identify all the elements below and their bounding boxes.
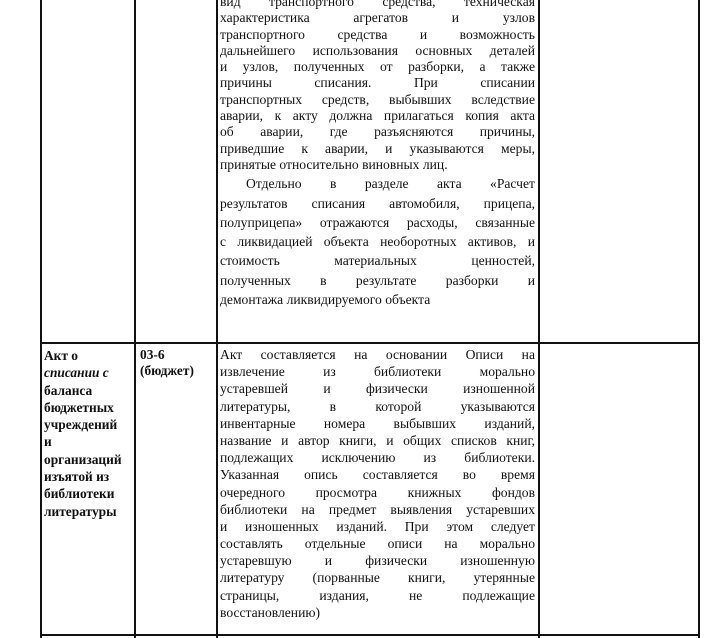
row2-line: название и автор книги, и общих списков книг,: [220, 432, 535, 448]
row2-name-line: списании с: [44, 365, 109, 381]
row2-line: страницы, издания, не подлежащие: [220, 587, 535, 603]
row2-name-line: Акт о: [44, 348, 79, 363]
row1-line: и узлов, полученных от разборки, а также: [220, 59, 535, 75]
column-divider-3: [538, 0, 540, 638]
row1-line: транспортного средства и возможность: [220, 26, 535, 42]
row1-line: полуприцепа» отражаются расходы, связанные: [220, 214, 535, 230]
row1-line: транспортных средств, выбывших вследствие: [220, 91, 535, 107]
row2-name-line: бюджетных: [44, 399, 114, 415]
row1-line: причины списания. При списании: [220, 75, 535, 91]
row2-line: устаревшей и физически изношенной: [220, 381, 535, 397]
row1-line: об аварии, где разъясняются причины,: [220, 124, 535, 140]
row1-line: полученных в результате разборки и: [220, 272, 535, 288]
row-divider: [40, 342, 700, 344]
table-border-left: [40, 0, 42, 638]
row1-line: стоимость материальных ценностей,: [220, 253, 535, 269]
row2-line: восстановлению): [220, 604, 321, 620]
row1-description: [220, 0, 535, 308]
row2-line: составлять отдельные описи на морально: [220, 536, 535, 552]
table-border-bottom: [40, 634, 700, 636]
row2-document-name: [44, 347, 134, 520]
table-border-right: [698, 0, 700, 638]
row2-line: устаревшую и физически изношенную: [220, 553, 535, 569]
row1-line: демонтажа ликвидируемого объекта: [220, 292, 431, 308]
row1-line: дальнейшего использования основных деталей: [220, 42, 535, 58]
row1-line: результатов списания автомобиля, прицепа,: [220, 195, 535, 211]
column-divider-1: [134, 0, 136, 638]
row2-name-line: и: [44, 434, 52, 450]
row1-line: характеристика агрегатов и узлов: [220, 10, 535, 26]
row2-name-line: литературы: [44, 503, 117, 519]
row2-line: подлежащих исключению из библиотеки.: [220, 450, 535, 466]
row2-line: извлечение из библиотеки морально: [220, 364, 535, 380]
row2-line: литературы, в которой указываются: [220, 398, 535, 414]
row1-line: приведшие к аварии, и указываются меры,: [220, 140, 535, 156]
column-divider-2: [216, 0, 218, 638]
row2-line: Акт составляется на основании Описи на: [220, 347, 535, 362]
row1-line: Отдельно в разделе акта «Расчет: [246, 176, 535, 192]
row1-line: с ликвидацией объекта необоротных активов, и: [220, 234, 535, 250]
row2-name-line: баланса: [44, 382, 93, 398]
row2-line: инвентарные номера выбывших изданий,: [220, 415, 535, 431]
row2-name-line: библиотеки: [44, 486, 115, 502]
row2-line: Указанная опись составляется во время: [220, 467, 535, 483]
row2-name-line: организаций: [44, 451, 122, 467]
row1-line: аварии, к акту должна прилагаться копия акта: [220, 108, 535, 124]
row2-line: библиотеки на предмет выявления устаревших: [220, 501, 535, 517]
row2-code-line: 03-6: [140, 347, 165, 362]
row2-description: [220, 346, 535, 621]
row2-name-line: учреждений: [44, 417, 118, 433]
row1-line: принятые относительно виновных лиц.: [220, 156, 448, 172]
row2-name-line: изъятой из: [44, 469, 110, 485]
row2-line: литературу (порванные книги, утерянные: [220, 570, 535, 586]
row1-line: вид транспортного средства, техническая: [220, 0, 535, 9]
row2-code-line: (бюджет): [140, 363, 194, 378]
row2-line: и изношенных изданий. При этом следует: [220, 518, 535, 534]
row2-form-code: [140, 347, 218, 379]
row2-line: очередного просмотра книжных фондов: [220, 484, 535, 500]
